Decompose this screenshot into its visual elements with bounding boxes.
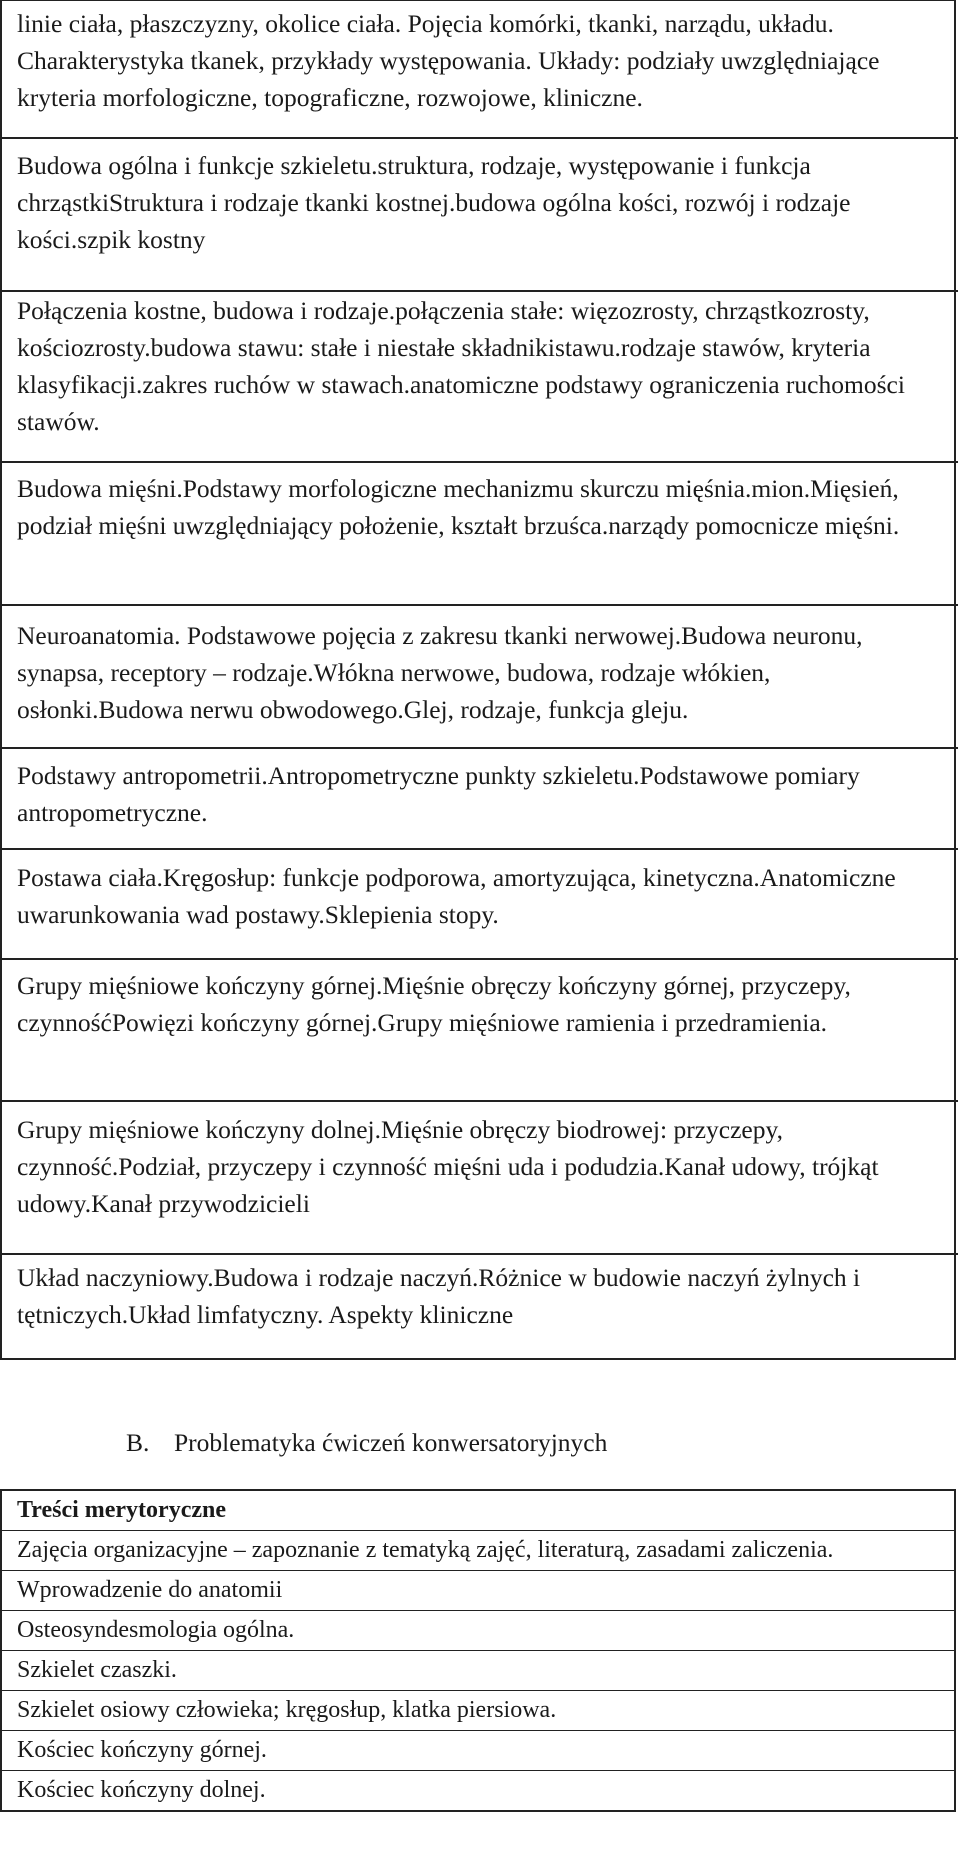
table-header: Treści merytoryczne	[17, 1497, 227, 1523]
content-row: Grupy mięśniowe kończyny dolnej.Mięśnie obręczy biodrowej: przyczepy, czynność.Podział, przyczepy i czynność mięśni uda i podudzia.Kanał udowy, trójkąt udowy.Kanał przywodzicieli	[17, 1115, 879, 1218]
row-divider	[2, 1253, 958, 1255]
table-row: Kościec kończyny górnej.	[2, 1730, 954, 1770]
row-divider	[2, 137, 958, 139]
content-row: Budowa mięśni.Podstawy morfologiczne mechanizmu skurczu mięśnia.mion.Mięsień, podział mięśni uwzględniający położenie, kształt brzuśca.narządy pomocnicze mięśni.	[17, 474, 900, 540]
content-row: Postawa ciała.Kręgosłup: funkcje podporowa, amortyzująca, kinetyczna.Anatomiczne uwarunkowania wad postawy.Sklepienia stopy.	[17, 863, 896, 929]
table-row: Szkielet czaszki.	[2, 1650, 954, 1690]
section-number: B.	[126, 1428, 150, 1457]
row-divider	[2, 1100, 958, 1102]
content-row: Budowa ogólna i funkcje szkieletu.struktura, rodzaje, występowanie i funkcja chrząstkiStruktura i rodzaje tkanki kostnej.budowa ogólna kości, rozwój i rodzaje kości.szpik kostny	[17, 151, 851, 254]
row-divider	[2, 848, 958, 850]
content-table-bottom	[0, 1489, 956, 1812]
content-row: Układ naczyniowy.Budowa i rodzaje naczyń.Różnice w budowie naczyń żylnych i tętniczych.Układ limfatyczny. Aspekty kliniczne	[17, 1263, 861, 1329]
content-row: Podstawy antropometrii.Antropometryczne punkty szkieletu.Podstawowe pomiary antropometryczne.	[17, 761, 860, 827]
section-title: Problematyka ćwiczeń konwersatoryjnych	[174, 1428, 608, 1457]
content-row: Połączenia kostne, budowa i rodzaje.połączenia stałe: więzozrosty, chrząstkozrosty, kościozrosty.budowa stawu: stałe i niestałe składnikistawu.rodzaje stawów, kryteria klasyfikacji.zakres ruchów w stawach.anatomiczne podstawy ograniczenia ruchomości stawów.	[17, 296, 905, 436]
row-divider	[2, 958, 958, 960]
table-row: Osteosyndesmologia ogólna.	[2, 1610, 954, 1650]
content-row: Neuroanatomia. Podstawowe pojęcia z zakresu tkanki nerwowej.Budowa neuronu, synapsa, receptory – rodzaje.Włókna nerwowe, budowa, rodzaje włókien, osłonki.Budowa nerwu obwodowego.Glej, rodzaje, funkcja gleju.	[17, 621, 863, 724]
row-divider	[2, 461, 958, 463]
table-row: Wprowadzenie do anatomii	[2, 1570, 954, 1610]
row-divider	[2, 604, 958, 606]
content-row: Grupy mięśniowe kończyny górnej.Mięśnie obręczy kończyny górnej, przyczepy, czynnośćPowięzi kończyny górnej.Grupy mięśniowe ramienia i przedramienia.	[17, 971, 851, 1037]
table-row: Zajęcia organizacyjne – zapoznanie z tematyką zajęć, literaturą, zasadami zaliczenia.	[2, 1530, 954, 1570]
table-row: Kościec kończyny dolnej.	[2, 1770, 954, 1810]
content-row: linie ciała, płaszczyzny, okolice ciała. Pojęcia komórki, tkanki, narządu, układu. Charakterystyka tkanek, przykłady występowania. Układy: podziały uwzględniające kryteria morfologiczne, topograficzne, rozwojowe, kliniczne.	[17, 9, 880, 112]
table-row: Szkielet osiowy człowieka; kręgosłup, klatka piersiowa.	[2, 1690, 954, 1730]
row-divider	[2, 747, 958, 749]
section-heading	[126, 1424, 607, 1461]
